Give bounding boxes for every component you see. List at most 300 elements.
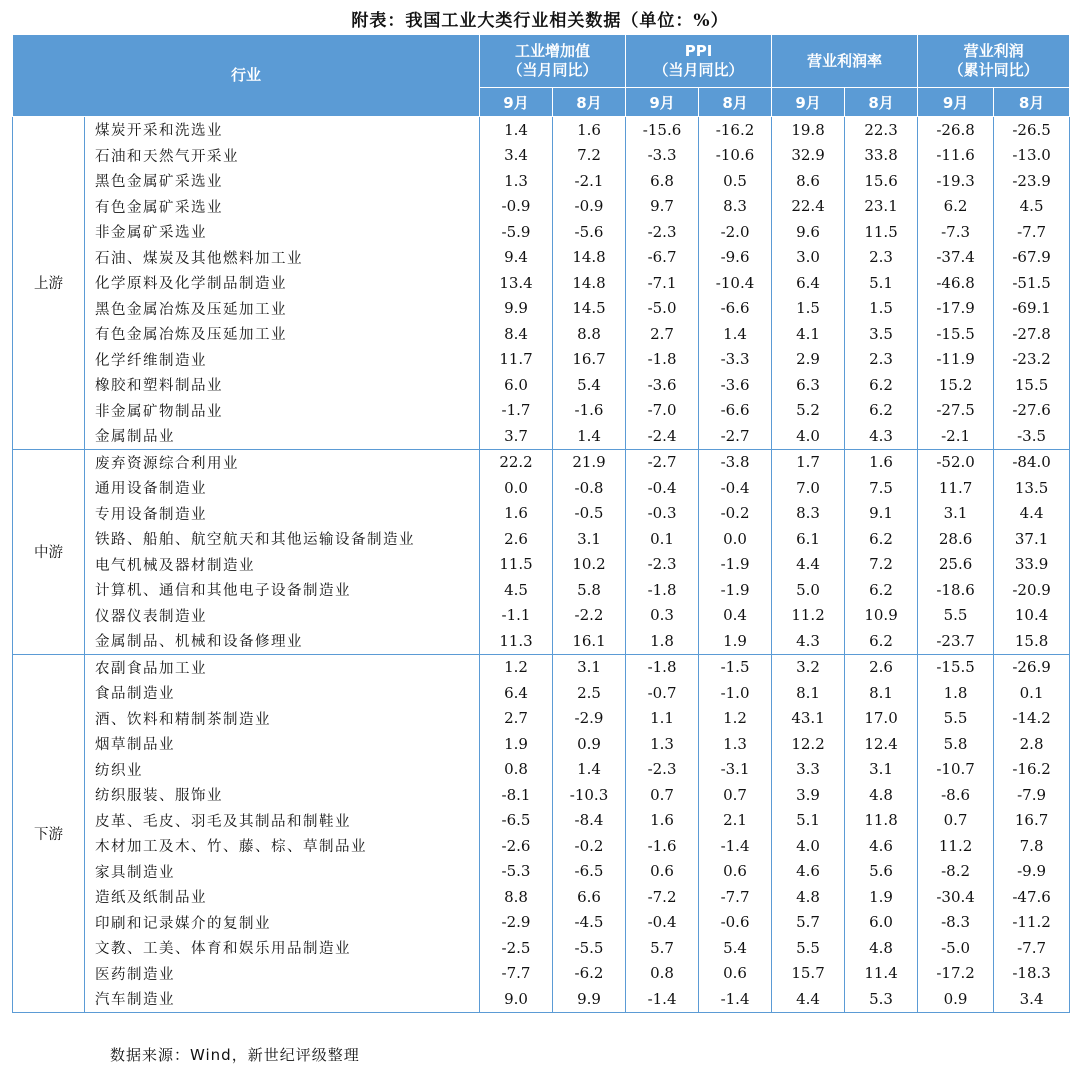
value-cell: -2.1	[553, 168, 626, 194]
value-cell: 9.1	[845, 501, 918, 527]
value-cell: 33.8	[845, 143, 918, 169]
value-cell: 0.5	[699, 168, 772, 194]
value-cell: 0.9	[553, 731, 626, 757]
header-operating-profit: 营业利润 （累计同比）	[918, 35, 1070, 88]
value-cell: 1.4	[699, 321, 772, 347]
industry-data-table	[12, 34, 1070, 1013]
value-cell: 6.6	[553, 884, 626, 910]
value-cell: 2.3	[845, 347, 918, 373]
value-cell: -23.2	[994, 347, 1070, 373]
industry-name: 仪器仪表制造业	[85, 603, 480, 629]
industry-name: 农副食品加工业	[85, 654, 480, 680]
value-cell: 5.8	[918, 731, 994, 757]
value-cell: 6.2	[845, 577, 918, 603]
value-cell: -23.7	[918, 628, 994, 654]
value-cell: 5.5	[772, 935, 845, 961]
value-cell: 6.0	[845, 910, 918, 936]
value-cell: -5.0	[626, 296, 699, 322]
header-month: 9月	[918, 88, 994, 117]
value-cell: 5.2	[772, 398, 845, 424]
industry-name: 木材加工及木、竹、藤、棕、草制品业	[85, 833, 480, 859]
value-cell: -1.9	[699, 552, 772, 578]
value-cell: -11.6	[918, 143, 994, 169]
value-cell: -8.2	[918, 859, 994, 885]
value-cell: 0.4	[699, 603, 772, 629]
value-cell: 3.5	[845, 321, 918, 347]
table-row	[13, 884, 1070, 910]
table-row	[13, 219, 1070, 245]
value-cell: 5.8	[553, 577, 626, 603]
value-cell: 6.2	[845, 398, 918, 424]
value-cell: 6.4	[480, 680, 553, 706]
value-cell: 11.7	[918, 475, 994, 501]
value-cell: 4.8	[845, 782, 918, 808]
value-cell: 6.0	[480, 372, 553, 398]
value-cell: 0.1	[994, 680, 1070, 706]
value-cell: -7.7	[994, 219, 1070, 245]
value-cell: 4.8	[772, 884, 845, 910]
value-cell: 1.6	[553, 117, 626, 143]
industry-name: 有色金属矿采选业	[85, 194, 480, 220]
value-cell: -1.8	[626, 577, 699, 603]
table-row	[13, 526, 1070, 552]
value-cell: 11.2	[918, 833, 994, 859]
value-cell: 15.5	[994, 372, 1070, 398]
value-cell: 4.6	[772, 859, 845, 885]
value-cell: -13.0	[994, 143, 1070, 169]
value-cell: 0.1	[626, 526, 699, 552]
value-cell: 2.5	[553, 680, 626, 706]
value-cell: -5.3	[480, 859, 553, 885]
industry-name: 烟草制品业	[85, 731, 480, 757]
value-cell: 3.4	[994, 986, 1070, 1012]
value-cell: -7.0	[626, 398, 699, 424]
value-cell: -51.5	[994, 270, 1070, 296]
industry-name: 化学原料及化学制品制造业	[85, 270, 480, 296]
value-cell: 12.2	[772, 731, 845, 757]
value-cell: 4.5	[480, 577, 553, 603]
value-cell: -27.6	[994, 398, 1070, 424]
industry-name: 专用设备制造业	[85, 501, 480, 527]
value-cell: 8.3	[772, 501, 845, 527]
value-cell: -1.1	[480, 603, 553, 629]
value-cell: 7.2	[553, 143, 626, 169]
value-cell: 4.4	[994, 501, 1070, 527]
value-cell: 1.4	[480, 117, 553, 143]
value-cell: -3.3	[626, 143, 699, 169]
table-row	[13, 245, 1070, 271]
industry-name: 文教、工美、体育和娱乐用品制造业	[85, 935, 480, 961]
industry-name: 有色金属冶炼及压延加工业	[85, 321, 480, 347]
industry-name: 印刷和记录媒介的复制业	[85, 910, 480, 936]
value-cell: 8.8	[480, 884, 553, 910]
value-cell: -5.6	[553, 219, 626, 245]
value-cell: 1.2	[699, 706, 772, 732]
value-cell: 32.9	[772, 143, 845, 169]
value-cell: 5.4	[699, 935, 772, 961]
value-cell: 5.1	[845, 270, 918, 296]
value-cell: 7.8	[994, 833, 1070, 859]
value-cell: 2.6	[845, 654, 918, 680]
value-cell: -8.6	[918, 782, 994, 808]
value-cell: -2.9	[480, 910, 553, 936]
value-cell: 1.3	[626, 731, 699, 757]
value-cell: 8.3	[699, 194, 772, 220]
table-row	[13, 449, 1070, 475]
value-cell: 14.8	[553, 245, 626, 271]
table-row	[13, 143, 1070, 169]
value-cell: -3.1	[699, 757, 772, 783]
value-cell: 3.0	[772, 245, 845, 271]
header-ppi: PPI （当月同比）	[626, 35, 772, 88]
value-cell: -27.5	[918, 398, 994, 424]
table-row	[13, 552, 1070, 578]
value-cell: -1.4	[626, 986, 699, 1012]
value-cell: 2.9	[772, 347, 845, 373]
value-cell: -3.8	[699, 449, 772, 475]
table-row	[13, 577, 1070, 603]
value-cell: -3.3	[699, 347, 772, 373]
table-row	[13, 654, 1070, 680]
value-cell: 6.2	[845, 526, 918, 552]
table-row	[13, 296, 1070, 322]
value-cell: -84.0	[994, 449, 1070, 475]
value-cell: 3.3	[772, 757, 845, 783]
value-cell: 7.0	[772, 475, 845, 501]
value-cell: -17.2	[918, 961, 994, 987]
value-cell: 33.9	[994, 552, 1070, 578]
value-cell: 28.6	[918, 526, 994, 552]
value-cell: 8.1	[772, 680, 845, 706]
value-cell: 10.2	[553, 552, 626, 578]
value-cell: -26.8	[918, 117, 994, 143]
value-cell: 4.5	[994, 194, 1070, 220]
industry-name: 废弃资源综合利用业	[85, 449, 480, 475]
industry-name: 酒、饮料和精制茶制造业	[85, 706, 480, 732]
value-cell: 1.7	[772, 449, 845, 475]
value-cell: -0.8	[553, 475, 626, 501]
value-cell: -27.8	[994, 321, 1070, 347]
table-row	[13, 501, 1070, 527]
value-cell: -17.9	[918, 296, 994, 322]
value-cell: 6.2	[845, 372, 918, 398]
industry-name: 石油和天然气开采业	[85, 143, 480, 169]
value-cell: 21.9	[553, 449, 626, 475]
value-cell: -0.9	[553, 194, 626, 220]
value-cell: -1.8	[626, 654, 699, 680]
section-label: 上游	[13, 117, 85, 450]
header-month: 8月	[553, 88, 626, 117]
value-cell: -7.2	[626, 884, 699, 910]
value-cell: -3.6	[626, 372, 699, 398]
value-cell: 4.3	[772, 628, 845, 654]
value-cell: 5.1	[772, 808, 845, 834]
value-cell: 1.9	[480, 731, 553, 757]
value-cell: -7.7	[480, 961, 553, 987]
value-cell: 3.1	[553, 526, 626, 552]
value-cell: 1.9	[699, 628, 772, 654]
value-cell: -0.4	[626, 475, 699, 501]
value-cell: 4.6	[845, 833, 918, 859]
table-row	[13, 321, 1070, 347]
value-cell: 37.1	[994, 526, 1070, 552]
value-cell: 1.4	[553, 423, 626, 449]
value-cell: -6.7	[626, 245, 699, 271]
value-cell: 8.1	[845, 680, 918, 706]
value-cell: -9.6	[699, 245, 772, 271]
value-cell: -10.4	[699, 270, 772, 296]
value-cell: 43.1	[772, 706, 845, 732]
value-cell: 3.9	[772, 782, 845, 808]
industry-name: 黑色金属矿采选业	[85, 168, 480, 194]
value-cell: -7.3	[918, 219, 994, 245]
value-cell: -2.5	[480, 935, 553, 961]
value-cell: 10.9	[845, 603, 918, 629]
value-cell: -2.7	[626, 449, 699, 475]
value-cell: 2.8	[994, 731, 1070, 757]
value-cell: 2.7	[480, 706, 553, 732]
industry-name: 橡胶和塑料制品业	[85, 372, 480, 398]
value-cell: -3.6	[699, 372, 772, 398]
industry-name: 通用设备制造业	[85, 475, 480, 501]
value-cell: -26.9	[994, 654, 1070, 680]
value-cell: 1.9	[845, 884, 918, 910]
section-label: 中游	[13, 449, 85, 654]
value-cell: -0.4	[626, 910, 699, 936]
value-cell: -6.2	[553, 961, 626, 987]
value-cell: -6.6	[699, 296, 772, 322]
value-cell: -8.4	[553, 808, 626, 834]
value-cell: 1.1	[626, 706, 699, 732]
value-cell: 1.5	[845, 296, 918, 322]
header-profit-margin: 营业利润率	[772, 35, 918, 88]
value-cell: -20.9	[994, 577, 1070, 603]
value-cell: 15.6	[845, 168, 918, 194]
table-row	[13, 961, 1070, 987]
value-cell: -0.3	[626, 501, 699, 527]
header-value-added: 工业增加值 （当月同比）	[480, 35, 626, 88]
value-cell: -0.2	[553, 833, 626, 859]
table-row	[13, 603, 1070, 629]
value-cell: 4.0	[772, 833, 845, 859]
value-cell: -1.9	[699, 577, 772, 603]
table-row	[13, 833, 1070, 859]
value-cell: -0.7	[626, 680, 699, 706]
value-cell: 9.9	[480, 296, 553, 322]
value-cell: -37.4	[918, 245, 994, 271]
value-cell: -16.2	[699, 117, 772, 143]
value-cell: 4.4	[772, 552, 845, 578]
value-cell: -10.6	[699, 143, 772, 169]
value-cell: 11.8	[845, 808, 918, 834]
value-cell: -2.7	[699, 423, 772, 449]
industry-name: 石油、煤炭及其他燃料加工业	[85, 245, 480, 271]
value-cell: 9.0	[480, 986, 553, 1012]
industry-name: 煤炭开采和洗选业	[85, 117, 480, 143]
value-cell: 17.0	[845, 706, 918, 732]
table-row	[13, 628, 1070, 654]
value-cell: -23.9	[994, 168, 1070, 194]
table-row	[13, 808, 1070, 834]
value-cell: 9.9	[553, 986, 626, 1012]
value-cell: 0.0	[699, 526, 772, 552]
industry-name: 家具制造业	[85, 859, 480, 885]
value-cell: -2.1	[918, 423, 994, 449]
value-cell: 2.6	[480, 526, 553, 552]
value-cell: -8.1	[480, 782, 553, 808]
value-cell: 9.4	[480, 245, 553, 271]
value-cell: 2.1	[699, 808, 772, 834]
value-cell: 6.1	[772, 526, 845, 552]
value-cell: -18.6	[918, 577, 994, 603]
value-cell: -5.0	[918, 935, 994, 961]
table-row	[13, 168, 1070, 194]
value-cell: 5.5	[918, 706, 994, 732]
value-cell: 15.8	[994, 628, 1070, 654]
table-row	[13, 986, 1070, 1012]
value-cell: 2.3	[845, 245, 918, 271]
value-cell: -1.6	[553, 398, 626, 424]
value-cell: 3.2	[772, 654, 845, 680]
value-cell: -7.9	[994, 782, 1070, 808]
value-cell: 6.3	[772, 372, 845, 398]
value-cell: -11.2	[994, 910, 1070, 936]
value-cell: -0.9	[480, 194, 553, 220]
value-cell: -2.2	[553, 603, 626, 629]
value-cell: 11.4	[845, 961, 918, 987]
value-cell: 6.4	[772, 270, 845, 296]
value-cell: 6.2	[845, 628, 918, 654]
value-cell: 0.8	[626, 961, 699, 987]
industry-name: 化学纤维制造业	[85, 347, 480, 373]
table-row	[13, 475, 1070, 501]
value-cell: 13.4	[480, 270, 553, 296]
industry-name: 非金属矿物制品业	[85, 398, 480, 424]
industry-name: 计算机、通信和其他电子设备制造业	[85, 577, 480, 603]
value-cell: 14.5	[553, 296, 626, 322]
value-cell: -7.7	[699, 884, 772, 910]
value-cell: 11.5	[480, 552, 553, 578]
value-cell: 4.1	[772, 321, 845, 347]
value-cell: 1.6	[845, 449, 918, 475]
value-cell: -2.4	[626, 423, 699, 449]
value-cell: 4.4	[772, 986, 845, 1012]
industry-name: 纺织服装、服饰业	[85, 782, 480, 808]
value-cell: -8.3	[918, 910, 994, 936]
table-row	[13, 194, 1070, 220]
value-cell: 10.4	[994, 603, 1070, 629]
header-month: 9月	[626, 88, 699, 117]
table-row	[13, 757, 1070, 783]
value-cell: 22.3	[845, 117, 918, 143]
value-cell: 14.8	[553, 270, 626, 296]
table-row	[13, 782, 1070, 808]
value-cell: -11.9	[918, 347, 994, 373]
value-cell: -2.3	[626, 757, 699, 783]
value-cell: 0.8	[480, 757, 553, 783]
value-cell: -2.3	[626, 219, 699, 245]
value-cell: -1.4	[699, 833, 772, 859]
value-cell: 11.2	[772, 603, 845, 629]
value-cell: 16.7	[994, 808, 1070, 834]
industry-name: 汽车制造业	[85, 986, 480, 1012]
value-cell: 5.5	[918, 603, 994, 629]
value-cell: -2.0	[699, 219, 772, 245]
value-cell: 7.2	[845, 552, 918, 578]
value-cell: -5.9	[480, 219, 553, 245]
value-cell: 8.8	[553, 321, 626, 347]
value-cell: 3.7	[480, 423, 553, 449]
table-row	[13, 731, 1070, 757]
industry-name: 黑色金属冶炼及压延加工业	[85, 296, 480, 322]
value-cell: -15.5	[918, 321, 994, 347]
value-cell: -10.3	[553, 782, 626, 808]
industry-name: 金属制品、机械和设备修理业	[85, 628, 480, 654]
value-cell: 12.4	[845, 731, 918, 757]
table-row	[13, 859, 1070, 885]
table-row	[13, 910, 1070, 936]
value-cell: -1.6	[626, 833, 699, 859]
value-cell: -0.5	[553, 501, 626, 527]
value-cell: 7.5	[845, 475, 918, 501]
value-cell: -3.5	[994, 423, 1070, 449]
value-cell: 16.1	[553, 628, 626, 654]
value-cell: -30.4	[918, 884, 994, 910]
header-month: 8月	[845, 88, 918, 117]
value-cell: 1.8	[918, 680, 994, 706]
header-month: 9月	[480, 88, 553, 117]
industry-name: 造纸及纸制品业	[85, 884, 480, 910]
value-cell: -0.2	[699, 501, 772, 527]
value-cell: -15.6	[626, 117, 699, 143]
table-row	[13, 398, 1070, 424]
value-cell: 3.1	[845, 757, 918, 783]
value-cell: -2.6	[480, 833, 553, 859]
value-cell: 4.8	[845, 935, 918, 961]
value-cell: 0.6	[699, 859, 772, 885]
value-cell: 22.4	[772, 194, 845, 220]
value-cell: -1.0	[699, 680, 772, 706]
value-cell: 1.3	[480, 168, 553, 194]
value-cell: -9.9	[994, 859, 1070, 885]
industry-name: 金属制品业	[85, 423, 480, 449]
value-cell: 5.6	[845, 859, 918, 885]
value-cell: 25.6	[918, 552, 994, 578]
value-cell: 0.0	[480, 475, 553, 501]
value-cell: 6.8	[626, 168, 699, 194]
value-cell: 1.6	[480, 501, 553, 527]
value-cell: 3.4	[480, 143, 553, 169]
value-cell: -16.2	[994, 757, 1070, 783]
value-cell: 5.0	[772, 577, 845, 603]
table-row	[13, 680, 1070, 706]
value-cell: 6.2	[918, 194, 994, 220]
value-cell: 13.5	[994, 475, 1070, 501]
value-cell: 1.2	[480, 654, 553, 680]
value-cell: 15.2	[918, 372, 994, 398]
value-cell: 11.3	[480, 628, 553, 654]
value-cell: 1.6	[626, 808, 699, 834]
value-cell: 16.7	[553, 347, 626, 373]
value-cell: 1.5	[772, 296, 845, 322]
value-cell: 3.1	[553, 654, 626, 680]
industry-name: 食品制造业	[85, 680, 480, 706]
value-cell: -1.4	[699, 986, 772, 1012]
value-cell: -2.9	[553, 706, 626, 732]
value-cell: 0.9	[918, 986, 994, 1012]
value-cell: 1.8	[626, 628, 699, 654]
value-cell: -6.5	[480, 808, 553, 834]
